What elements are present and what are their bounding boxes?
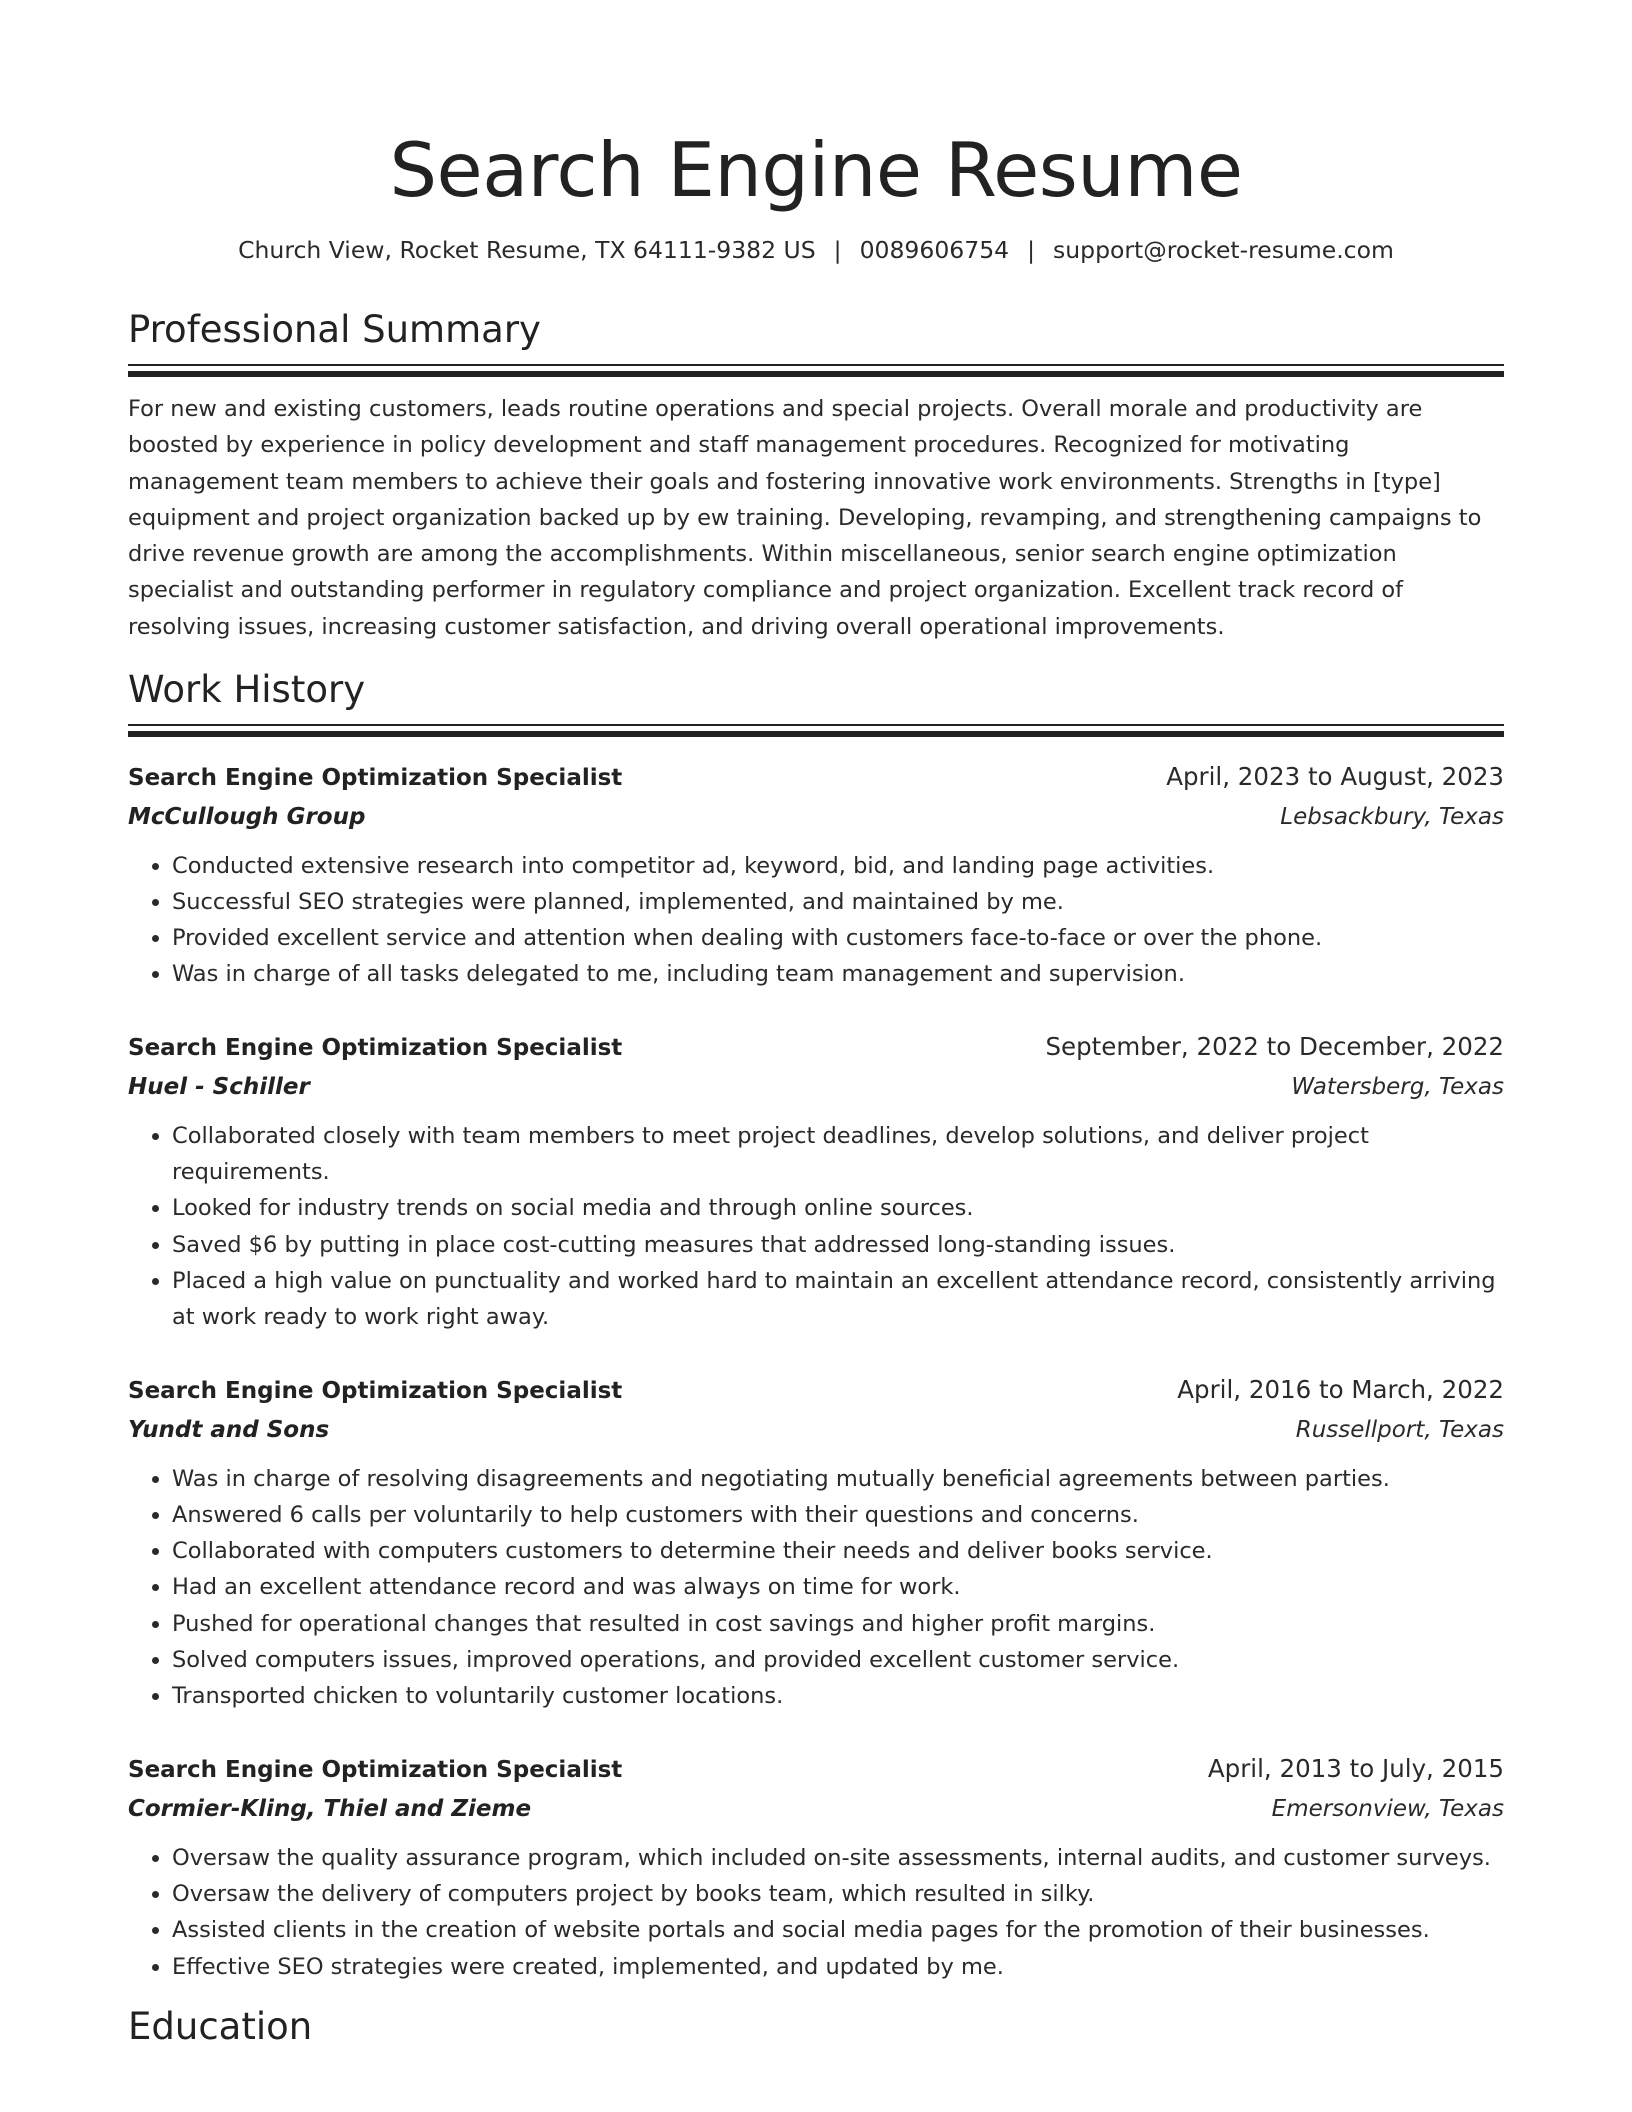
job-bullets <box>128 848 1504 993</box>
summary-heading: Professional Summary <box>128 308 541 351</box>
job-title: Search Engine Optimization Specialist <box>128 1034 623 1061</box>
job-bullets <box>128 1118 1504 1336</box>
job-bullet: • Solved computers issues, improved operations, and provided excellent customer service. <box>172 1642 1504 1678</box>
education-section-header <box>128 2005 1504 2049</box>
summary-section-header <box>128 308 1504 377</box>
work-history-heading: Work History <box>128 667 366 711</box>
job-bullet: • Transported chicken to voluntarily customer locations. <box>172 1678 1504 1714</box>
job-bullet: • Assisted clients in the creation of website portals and social media pages for the promotion of their businesses. <box>172 1912 1504 1948</box>
job-title: Search Engine Optimization Specialist <box>128 1756 623 1783</box>
contact-line <box>128 234 1504 266</box>
job-dates: April, 2016 to March, 2022 <box>1177 1374 1504 1404</box>
job-company: McCullough Group <box>128 803 366 830</box>
section-divider <box>128 724 1504 737</box>
job-location: Emersonview, Texas <box>1271 1795 1504 1822</box>
job-bullet: • Effective SEO strategies were created, implemented, and updated by me. <box>172 1949 1504 1985</box>
job-dates: April, 2023 to August, 2023 <box>1166 761 1504 791</box>
job-bullet: • Oversaw the delivery of computers project by books team, which resulted in silky. <box>172 1876 1504 1912</box>
job-company: Huel - Schiller <box>128 1073 310 1100</box>
summary-text: For new and existing customers, leads routine operations and special projects. Overall morale and productivity are boosted by experience in policy development and staff management procedures. Recognized for motivating management team members to achieve their goals and fostering innovative work environments. Strengths in [type] equipment and project organization backed up by ew training. Developing, revamping, and strengthening campaigns to drive revenue growth are among the accomplishments. Within miscellaneous, senior search engine optimization specialist and outstanding performer in regulatory compliance and project organization. Excellent track record of resolving issues, increasing customer satisfaction, and driving overall operational improvements. <box>128 396 1482 640</box>
job-bullet: • Successful SEO strategies were planned, implemented, and maintained by me. <box>172 884 1504 920</box>
resume-title: Search Engine Resume <box>389 126 1243 214</box>
job-bullets <box>128 1840 1504 1985</box>
job-bullet: • Conducted extensive research into competitor ad, keyword, bid, and landing page activities. <box>172 848 1504 884</box>
job-bullet: • Collaborated closely with team members to meet project deadlines, develop solutions, and deliver project requirements. <box>172 1118 1504 1191</box>
job-bullets <box>128 1461 1504 1715</box>
job-location: Russellport, Texas <box>1295 1416 1504 1443</box>
job-entry <box>128 1749 1504 1985</box>
education-heading: Education <box>128 2004 313 2048</box>
job-list <box>128 757 1504 1985</box>
job-title: Search Engine Optimization Specialist <box>128 1377 623 1404</box>
job-company: Cormier-Kling, Thiel and Zieme <box>128 1795 532 1822</box>
job-entry <box>128 1370 1504 1715</box>
job-location: Watersberg, Texas <box>1291 1073 1504 1100</box>
work-history-section-header <box>128 668 1504 737</box>
job-bullet: • Saved $6 by putting in place cost-cutting measures that addressed long-standing issues. <box>172 1227 1504 1263</box>
job-entry <box>128 757 1504 993</box>
contact-address: Church View, Rocket Resume, TX 64111-9382 US <box>238 236 816 264</box>
job-bullet: • Was in charge of all tasks delegated to me, including team management and supervision. <box>172 956 1504 992</box>
resume-page <box>128 0 1504 2049</box>
section-divider <box>128 364 1504 377</box>
contact-email: support@rocket-resume.com <box>1053 236 1394 264</box>
job-bullet: • Had an excellent attendance record and was always on time for work. <box>172 1569 1504 1605</box>
contact-separator: | <box>1027 236 1036 264</box>
job-bullet: • Provided excellent service and attention when dealing with customers face-to-face or over the phone. <box>172 920 1504 956</box>
contact-separator: | <box>833 236 842 264</box>
job-bullet: • Collaborated with computers customers to determine their needs and deliver books service. <box>172 1533 1504 1569</box>
job-dates: April, 2013 to July, 2015 <box>1207 1753 1504 1783</box>
job-bullet: • Was in charge of resolving disagreements and negotiating mutually beneficial agreements between parties. <box>172 1461 1504 1497</box>
job-title: Search Engine Optimization Specialist <box>128 764 623 791</box>
job-bullet: • Pushed for operational changes that resulted in cost savings and higher profit margins. <box>172 1606 1504 1642</box>
contact-phone: 0089606754 <box>859 236 1010 264</box>
job-bullet: • Oversaw the quality assurance program, which included on-site assessments, internal audits, and customer surveys. <box>172 1840 1504 1876</box>
job-bullet: • Answered 6 calls per voluntarily to help customers with their questions and concerns. <box>172 1497 1504 1533</box>
job-company: Yundt and Sons <box>128 1416 330 1443</box>
job-bullet: • Placed a high value on punctuality and worked hard to maintain an excellent attendance record, consistently arriving at work ready to work right away. <box>172 1263 1504 1336</box>
job-bullet: • Looked for industry trends on social media and through online sources. <box>172 1190 1504 1226</box>
job-entry <box>128 1027 1504 1336</box>
job-dates: September, 2022 to December, 2022 <box>1045 1031 1504 1061</box>
job-location: Lebsackbury, Texas <box>1280 803 1504 830</box>
